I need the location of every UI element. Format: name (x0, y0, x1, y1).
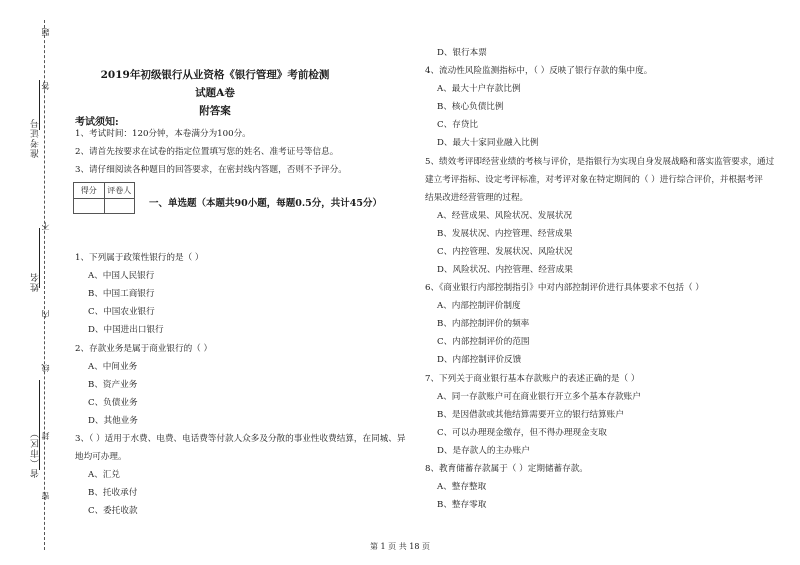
question-stem: 8、教育储蓄存款属于（ ）定期储蓄存款。 (425, 464, 588, 474)
section-heading: 一、单选题（本题共90小题，每题0.5分，共计45分） (149, 198, 382, 209)
exam-title-line2: 附答案 (199, 105, 231, 117)
margin-mark-mi: 密 (41, 492, 50, 500)
question-option: D、其他业务 (88, 416, 138, 426)
question-option: C、中国农业银行 (88, 307, 155, 317)
question-option: A、内部控制评价制度 (437, 301, 521, 311)
province-label: 省（市区） (31, 428, 41, 478)
score-box (73, 182, 135, 214)
question-option: B、整存零取 (437, 500, 487, 510)
question-stem-cont: 结果改进经营管理的过程。 (425, 193, 529, 203)
grader-label: 评卷人 (107, 186, 132, 195)
question-stem-cont: 建立考评指标、设定考评标准，对考评对象在特定期间的（ ）进行综合评价，并根据考评 (425, 175, 763, 185)
question-option: C、负债业务 (88, 398, 138, 408)
question-option: A、同一存款账户可在商业银行开立多个基本存款账户 (437, 392, 641, 402)
page-footer: 第 1 页 共 18 页 (370, 542, 430, 551)
question-option: B、发展状况、内控管理、经营成果 (437, 229, 573, 239)
notice-item: 2、请首先按要求在试卷的指定位置填写您的姓名、准考证号等信息。 (75, 147, 339, 157)
notice-item: 3、请仔细阅读各种题目的回答要求，在密封线内答题，否则不予评分。 (75, 165, 347, 175)
question-stem-cont: 地均可办理。 (75, 452, 127, 462)
question-option: C、委托收款 (88, 506, 138, 516)
question-option: D、银行本票 (437, 48, 487, 58)
question-option: C、内控管理、发展状况、风险状况 (437, 247, 573, 257)
seal-line (44, 20, 45, 550)
question-option: C、存贷比 (437, 120, 478, 130)
question-option: D、是存款人的主办账户 (437, 446, 530, 456)
exam-title (100, 66, 330, 120)
binding-margin (0, 0, 60, 565)
margin-mark-da: 答 (41, 82, 50, 90)
question-option: A、经营成果、风险状况、发展状况 (437, 211, 573, 221)
question-option: A、最大十户存款比例 (437, 84, 521, 94)
question-option: D、风险状况、内控管理、经营成果 (437, 265, 573, 275)
name-label: 姓名 (31, 272, 41, 292)
question-option: D、内部控制评价反馈 (437, 355, 522, 365)
question-stem: 4、流动性风险监测指标中，（ ）反映了银行存款的集中度。 (425, 66, 653, 76)
question-option: B、中国工商银行 (88, 289, 155, 299)
question-option: B、托收承付 (88, 488, 138, 498)
margin-mark-xian: 线 (41, 364, 50, 372)
score-blank (74, 199, 105, 214)
grader-blank (105, 199, 135, 214)
question-stem: 3、（ ）适用于水费、电费、电话费等付款人众多及分散的事业性收费结算，在同城、异 (75, 434, 406, 444)
question-option: A、中间业务 (88, 362, 138, 372)
question-option: B、资产业务 (88, 380, 138, 390)
margin-mark-feng: 封 (41, 432, 50, 440)
question-stem: 7、下列关于商业银行基本存款账户的表述正确的是（ ） (425, 374, 640, 384)
notice-heading: 考试须知: (75, 117, 119, 128)
question-option: D、中国进出口银行 (88, 325, 164, 335)
exam-title-line1: 2019年初级银行从业资格《银行管理》考前检测试题A卷 (100, 69, 330, 99)
margin-mark-bu: 不 (41, 222, 50, 230)
question-option: A、整存整取 (437, 482, 487, 492)
question-option: A、中国人民银行 (88, 271, 155, 281)
question-option: D、最大十家同业融入比例 (437, 138, 539, 148)
question-stem: 2、存款业务是属于商业银行的（ ） (75, 344, 213, 354)
question-option: C、可以办理现金缴存，但不得办理现金支取 (437, 428, 607, 438)
question-stem: 6、《商业银行内部控制指引》中对内部控制评价进行具体要求不包括（ ） (425, 283, 704, 293)
margin-mark-nei: 内 (41, 310, 50, 318)
exam-number-label: 准考证号 (31, 118, 41, 158)
question-option: C、内部控制评价的范围 (437, 337, 530, 347)
question-option: B、内部控制评价的频率 (437, 319, 530, 329)
question-option: A、汇兑 (88, 470, 120, 480)
question-option: B、是因借款或其他结算需要开立的银行结算账户 (437, 410, 624, 420)
notice-item: 1、考试时间：120分钟，本卷满分为100分。 (75, 129, 251, 139)
question-option: B、核心负债比例 (437, 102, 504, 112)
question-stem: 1、下列属于政策性银行的是（ ） (75, 253, 204, 263)
score-label: 得分 (74, 183, 105, 198)
margin-mark-ti: 题 (41, 28, 50, 36)
question-stem: 5、绩效考评即经营业绩的考核与评价，是指银行为实现自身发展战略和落实监管要求，通过 (425, 157, 775, 167)
